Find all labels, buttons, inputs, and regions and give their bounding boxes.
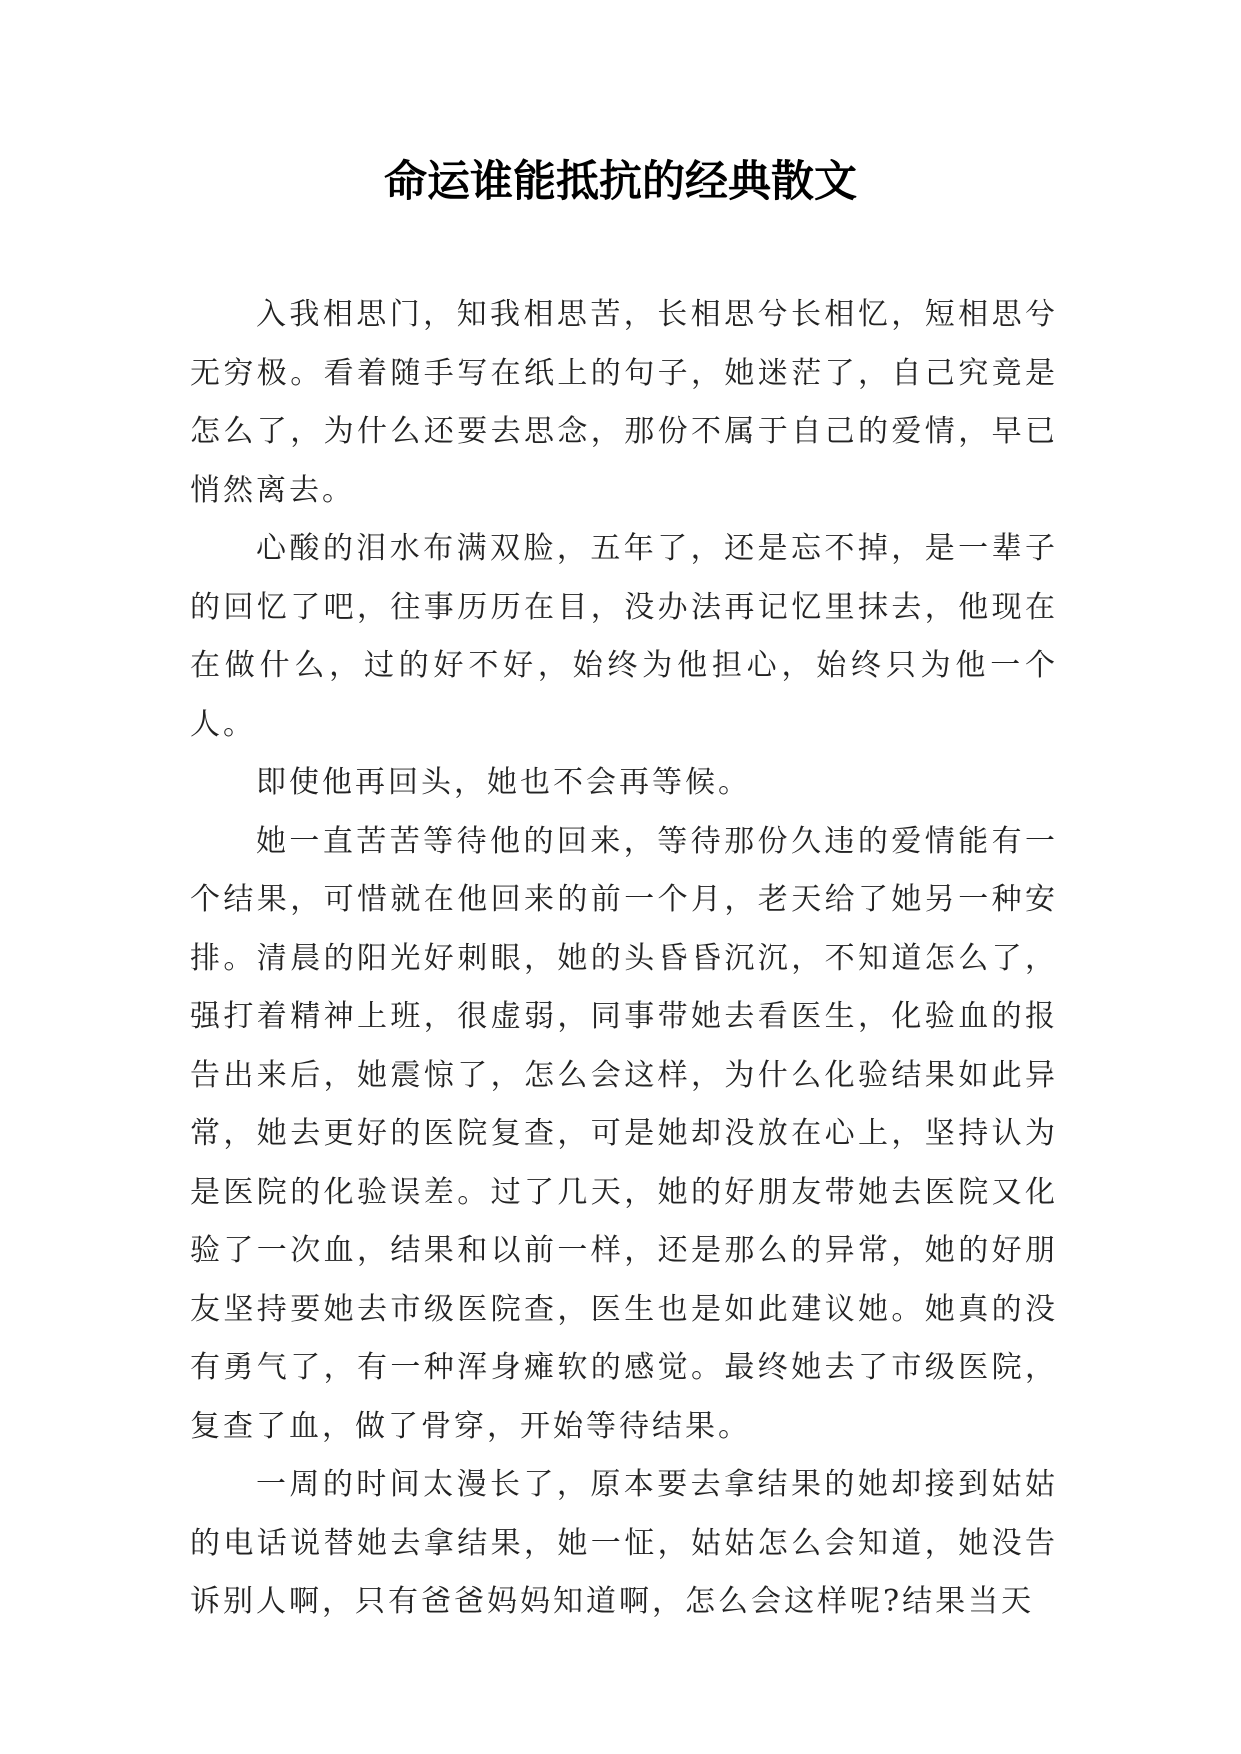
document-body <box>190 286 1058 1632</box>
paragraph: 即使他再回头，她也不会再等候。 <box>256 765 751 800</box>
paragraph: 入我相思门，知我相思苦，长相思兮长相忆，短相思兮无穷极。看着随手写在纸上的句子，她迷茫了，自己究竟是怎么了，为什么还要去思念，那份不属于自己的爱情，早已悄然离去。 <box>190 297 1058 508</box>
paragraph: 一周的时间太漫长了，原本要去拿结果的她却接到姑姑的电话说替她去拿结果，她一怔，姑姑怎么会知道，她没告诉别人啊，只有爸爸妈妈知道啊，怎么会这样呢?结果当天 <box>190 1467 1058 1619</box>
paragraph: 心酸的泪水布满双脸，五年了，还是忘不掉，是一辈子的回忆了吧，往事历历在目，没办法再记忆里抹去，他现在在做什么，过的好不好，始终为他担心，始终只为他一个人。 <box>190 531 1058 742</box>
document-title: 命运谁能抵抗的经典散文 <box>384 157 857 207</box>
paragraph: 她一直苦苦等待他的回来，等待那份久违的爱情能有一个结果，可惜就在他回来的前一个月，老天给了她另一种安排。清晨的阳光好刺眼，她的头昏昏沉沉，不知道怎么了，强打着精神上班，很虚弱，同事带她去看医生，化验血的报告出来后，她震惊了，怎么会这样，为什么化验结果如此异常，她去更好的医院复查，可是她却没放在心上，坚持认为是医院的化验误差。过了几天，她的好朋友带她去医院又化验了一次血，结果和以前一样，还是那么的异常，她的好朋友坚持要她去市级医院查，医生也是如此建议她。她真的没有勇气了，有一种浑身瘫软的感觉。最终她去了市级医院，复查了血，做了骨穿，开始等待结果。 <box>190 823 1058 1444</box>
